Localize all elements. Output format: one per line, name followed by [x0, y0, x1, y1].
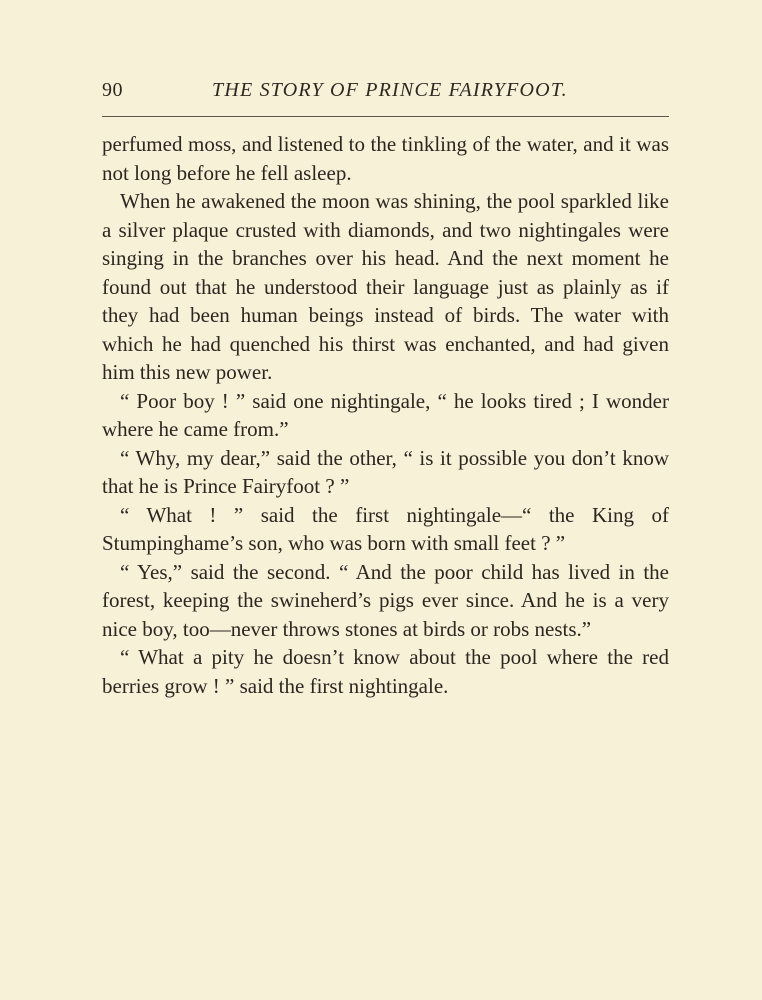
page-number: 90	[102, 79, 123, 101]
paragraph: “ Why, my dear,” said the other, “ is it possible you don’t know that he is Prince Fairyfoot ? ”	[102, 445, 669, 498]
paragraph: “ Yes,” said the second. “ And the poor child has lived in the forest, keeping the swineherd’s pigs ever since. And he is a very nice boy, too—never throws stones at birds or robs nests.”	[102, 559, 669, 641]
body-text	[102, 130, 669, 700]
page-header	[102, 76, 669, 108]
running-title: THE STORY OF PRINCE FAIRYFOOT.	[212, 79, 568, 101]
paragraph: “ What ! ” said the first nightingale—“ the King of Stumpinghame’s son, who was born with small feet ? ”	[102, 502, 669, 555]
paragraph: “ Poor boy ! ” said one nightingale, “ he looks tired ; I wonder where he came from.”	[102, 388, 669, 441]
paragraph: “ What a pity he doesn’t know about the pool where the red berries grow ! ” said the first nightingale.	[102, 645, 669, 698]
paragraph: perfumed moss, and listened to the tinkling of the water, and it was not long before he fell asleep.	[102, 132, 669, 185]
paragraph: When he awakened the moon was shining, the pool sparkled like a silver plaque crusted with diamonds, and two nightingales were singing in the branches over his head. And the next moment he found out that he understood their language just as plainly as if they had been human beings instead of birds. The water with which he had quenched his thirst was enchanted, and had given him this new power.	[102, 189, 669, 384]
header-rule	[102, 116, 669, 117]
